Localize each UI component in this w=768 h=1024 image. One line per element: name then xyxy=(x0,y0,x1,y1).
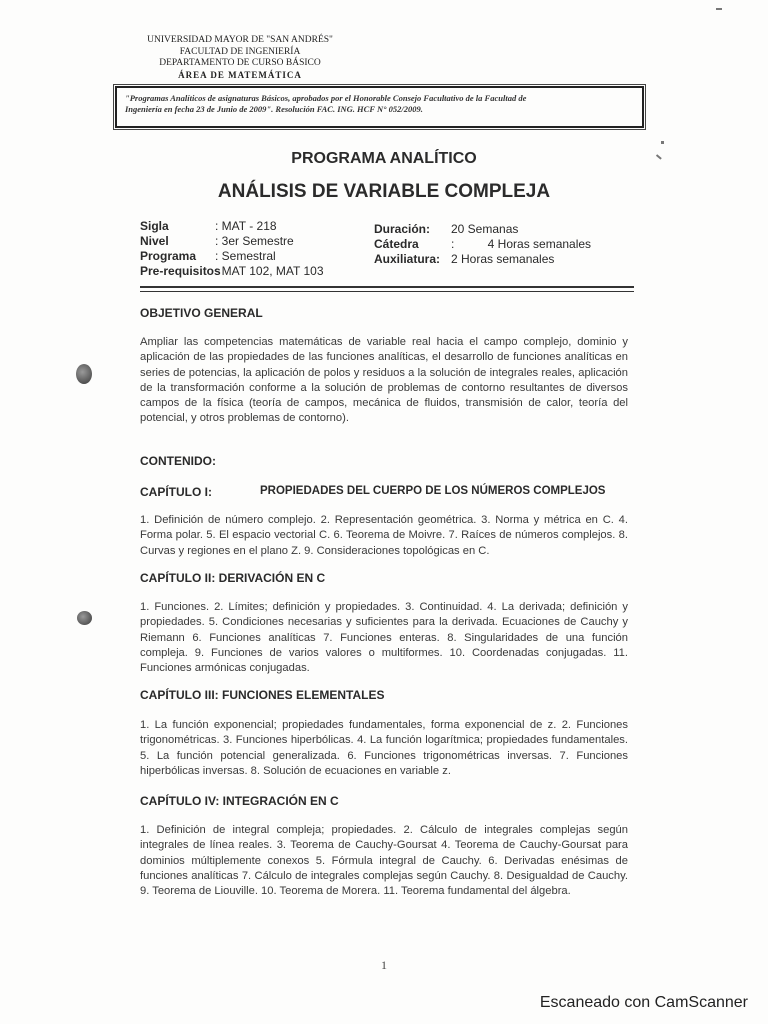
cap1-title: PROPIEDADES DEL CUERPO DE LOS NÚMEROS COMPLEJOS xyxy=(260,485,606,497)
university-header xyxy=(140,35,340,81)
page-number: 1 xyxy=(381,958,387,972)
cap4-heading: CAPÍTULO IV: INTEGRACIÓN EN C xyxy=(140,794,339,808)
scan-speck xyxy=(661,141,664,144)
resolution-line-1: "Programas Analíticos de asignaturas Básicos, aprobados por el Honorable Consejo Facultativo de la Facultad de xyxy=(125,93,527,103)
cap2-text: 1. Funciones. 2. Límites; definición y propiedades. 3. Continuidad. 4. La derivada; definición y propiedades. 5. Condiciones necesarias y suficientes para la derivada. Ecuaciones de Cauchy y Riemann 6. Funciones analíticas 7. Funciones enteras. 8. Singularidades de una función compleja. 9. Funciones de varios valores o multiformes. 10. Coordenadas conjugadas. 11. Funciones armónicas conjugadas. xyxy=(140,601,628,675)
divider-rule-thin xyxy=(140,291,634,292)
auxiliatura-value: 2 Horas semanales xyxy=(451,252,555,266)
auxiliatura-label: Auxiliatura: xyxy=(374,252,441,266)
sigla-value: : MAT - 218 xyxy=(215,219,277,233)
divider-rule xyxy=(140,286,634,288)
sigla-label: Sigla xyxy=(140,219,169,233)
course-info xyxy=(140,219,640,281)
scan-speck xyxy=(716,8,722,10)
cap2-heading: CAPÍTULO II: DERIVACIÓN EN C xyxy=(140,571,326,585)
punch-hole-top xyxy=(76,364,92,384)
cap4-text: 1. Definición de integral compleja; propiedades. 2. Cálculo de integrales complejas según integrales de línea reales. 3. Teorema de Cauchy-Goursat 4. Teorema de Cauchy-Goursat para dominios múltiplemente conexos 5. Fórmula integral de Cauchy. 6. Derivadas enésimas de funciones analíticas 7. Cálculo de integrales complejas según Cauchy. 8. Desigualdad de Cauchy. 9. Teorema de Liouville. 10. Teorema de Morera. 11. Teorema fundamental del álgebra. xyxy=(140,824,628,898)
department-name: DEPARTAMENTO DE CURSO BÁSICO xyxy=(159,58,321,68)
nivel-value: : 3er Semestre xyxy=(215,234,294,248)
contenido-heading: CONTENIDO: xyxy=(140,454,216,468)
area-name: ÁREA DE MATEMÁTICA xyxy=(178,69,302,80)
prereq-label: Pre-requisitos xyxy=(140,264,221,278)
duracion-value: 20 Semanas xyxy=(451,222,519,236)
programa-value: : Semestral xyxy=(215,249,276,263)
cap1-label: CAPÍTULO I: xyxy=(140,485,212,499)
punch-hole-bottom xyxy=(77,611,92,625)
program-title: PROGRAMA ANALÍTICO xyxy=(291,150,477,167)
university-name: UNIVERSIDAD MAYOR DE "SAN ANDRÉS" xyxy=(147,35,333,45)
prereq-value: : MAT 102, MAT 103 xyxy=(215,264,324,278)
cap3-text: 1. La función exponencial; propiedades fundamentales, forma exponencial de z. 2. Funciones trigonométricas. 3. Funciones hiperbólicas. 4. La función logarítmica; propiedades fundamentales. 5. La función potencial generalizada. 6. Funciones trigonométricas inversas. 7. Funciones hiperbólicas inversas. 8. Solución de ecuaciones en variable z. xyxy=(140,719,628,777)
cap1-text: 1. Definición de número complejo. 2. Representación geométrica. 3. Norma y métrica en C. 4. Forma polar. 5. El espacio vectorial C. 6. Teorema de Moivre. 7. Raíces de números complejos. 8. Curvas y regiones en el plano Z. 9. Consideraciones topológicas en C. xyxy=(140,514,628,557)
resolution-box xyxy=(115,86,644,128)
camscanner-watermark: Escaneado con CamScanner xyxy=(539,994,748,1011)
course-title: ANÁLISIS DE VARIABLE COMPLEJA xyxy=(217,181,551,202)
faculty-name: FACULTAD DE INGENIERÍA xyxy=(179,46,301,57)
duracion-label: Duración: xyxy=(374,222,431,236)
cap3-heading: CAPÍTULO III: FUNCIONES ELEMENTALES xyxy=(140,688,385,702)
resolution-line-2: Ingeniería en fecha 23 de Junio de 2009". Resolución FAC. ING. HCF N° 052/2009. xyxy=(125,104,423,114)
catedra-label: Cátedra xyxy=(374,237,419,251)
objetivo-heading: OBJETIVO GENERAL xyxy=(140,306,263,320)
catedra-value: : 4 Horas semanales xyxy=(451,237,592,251)
objetivo-text: Ampliar las competencias matemáticas de variable real hacia el campo complejo, dominio y aplicación de las propiedades de las funciones analíticas, el desarrollo de funciones analíticas en series de potencias, la aplicación de polos y residuos a la solución de integrales reales, aplicación de la transformación conforme a la solución de problemas de contorno resultantes de diversos campos de la física (teoría de campos, mecánica de fluidos, transmisión de calor, teoría del potencial, y otros problemas de contorno). xyxy=(140,336,628,425)
nivel-label: Nivel xyxy=(140,234,169,248)
programa-label: Programa xyxy=(140,249,197,263)
